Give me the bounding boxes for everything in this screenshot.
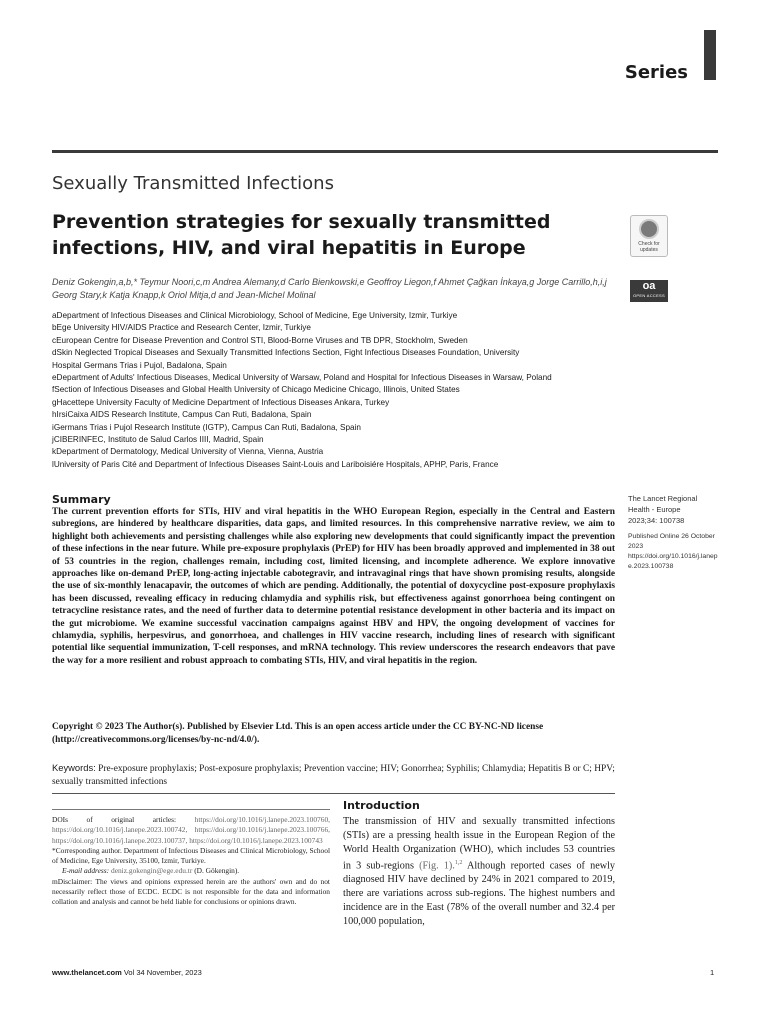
- keywords: [52, 762, 615, 788]
- affiliation-item: bEge University HIV/AIDS Practice and Research Center, Izmir, Turkiye: [52, 323, 311, 333]
- doi-footnote: [52, 815, 330, 846]
- affiliation-item: jCIBERINFEC, Instituto de Salud Carlos IIII, Madrid, Spain: [52, 435, 264, 445]
- check-updates-icon: [639, 219, 659, 239]
- footnotes: [52, 809, 330, 908]
- introduction-text: [343, 815, 615, 929]
- journal-line: 2023;34: 100738: [628, 516, 685, 525]
- series-marker-bar: [704, 30, 716, 80]
- figure-reference[interactable]: (Fig. 1).: [419, 860, 455, 872]
- header-rule: [52, 150, 718, 153]
- keywords-list: Pre-exposure prophylaxis; Post-exposure prophylaxis; Prevention vaccine; HIV; Gonorrhea; Syphilis; Chlamydia; Hepatitis B or C; HPV; sexually transmitted infections: [52, 764, 615, 787]
- check-updates-label: Check for updates: [638, 241, 660, 253]
- journal-line: Health - Europe: [628, 505, 681, 514]
- corresponding-author: *Corresponding author. Department of Infectious Diseases and Clinical Microbiology, School of Medicine, Ege University, 35100, Izmir, Turkiye.: [52, 845, 330, 866]
- summary-heading: Summary: [52, 493, 111, 506]
- published-date: Published Online 26 October 2023: [628, 533, 715, 550]
- footer-citation: [52, 968, 202, 977]
- journal-sidebar: [628, 493, 720, 572]
- affiliation-item: Hospital Germans Trias i Pujol, Badalona, Spain: [52, 360, 227, 370]
- dois-label: DOIs of original articles:: [52, 815, 177, 824]
- affiliation-item: fSection of Infectious Diseases and Global Health University of Chicago Medicine Chicago, Illinois, United States: [52, 385, 460, 395]
- affiliation-item: kDepartment of Dermatology, Medical University of Vienna, Vienna, Austria: [52, 447, 324, 457]
- footer-issue: Vol 34 November, 2023: [123, 968, 202, 977]
- email-link[interactable]: deniz.gokengin@ege.edu.tr: [111, 866, 193, 876]
- open-access-badge: [630, 280, 668, 302]
- oa-subtext: OPEN ACCESS: [633, 293, 665, 298]
- citation-reference[interactable]: 1,2: [454, 859, 463, 866]
- footer-site[interactable]: www.thelancet.com: [52, 968, 122, 977]
- section-heading: Sexually Transmitted Infections: [52, 173, 334, 194]
- journal-citation: [628, 493, 720, 526]
- copyright-statement: Copyright © 2023 The Author(s). Published by Elsevier Ltd. This is an open access article under the CC BY-NC-ND license (http://creativecommons.org/licenses/by-nc-nd/4.0/).: [52, 722, 544, 745]
- keywords-label: Keywords:: [52, 762, 96, 773]
- affiliation-item: eDepartment of Adults' Infectious Diseases, Medical University of Warsaw, Poland and Hospital for Infectious Diseases in Warsaw, Poland: [52, 373, 552, 383]
- disclaimer: mDisclaimer: The views and opinions expressed herein are the authors' own and do not necessarily reflect those of ECDC. ECDC is not responsible for the data and information collation and analysis and cannot be held liable for conclusions or opinions drawn.: [52, 876, 330, 907]
- summary-abstract: The current prevention efforts for STIs, HIV and viral hepatitis in the WHO European Region, especially in the Central and Eastern subregions, are hindered by healthcare disparities, data gaps, and limited resources. In this comprehensive narrative review, we aim to highlight both achievements and persisting challenges while also exploring new developments that could significantly impact the prevention of these infections in the near future. While pre-exposure prophylaxis (PrEP) for HIV has been broadly approved and implemented in 38 out of 53 countries in the region, challenges remain, including cost, limited licensing, and incomplete adherence. We explore innovative approaches like on-demand PrEP, long-acting injectable cabotegravir, and intravaginal rings that have shown promising results, alongside the use of six-monthly lenacapavir, the outcomes of which are pending. Additionally, the potential of doxycycline post-exposure prophylaxis has been discussed, revealing efficacy in reducing chlamydia and syphilis risk, but effectiveness against gonorrhoea being contingent on tetracycline resistance rates, and the need of further data to determine potential resistance development in other bacteria and its impact on the gut microbiome. We examine successful vaccination campaigns against HBV and HPV, the ongoing development of vaccines for chlamydia, syphilis, herpesvirus, and gonorrhoea, and challenges in HIV vaccine research, including lines of research with significant potential like sequential immunization, T-cell responses, and mRNA technology. This review underscores the research endeavors that pave the way for a more resilient and robust approach to combating STIs, HIV, and viral hepatitis in the region.: [52, 507, 615, 666]
- affiliation-item: hIrsiCaixa AIDS Research Institute, Campus Can Ruti, Badalona, Spain: [52, 410, 312, 420]
- email-label: E-mail address:: [62, 866, 110, 876]
- affiliation-item: iGermans Trias i Pujol Research Institute (IGTP), Campus Can Ruti, Badalona, Spain: [52, 422, 361, 432]
- doi-link[interactable]: https://doi.org/10.1016/j.lanepe.2023.100738: [628, 553, 718, 570]
- section-divider: [52, 793, 615, 794]
- article-title: Prevention strategies for sexually transmitted infections, HIV, and viral hepatitis in Europe: [52, 211, 551, 259]
- oa-logo-text: oa: [642, 280, 656, 292]
- introduction-heading: Introduction: [343, 799, 420, 812]
- email-line: [52, 866, 330, 876]
- affiliation-item: aDepartment of Infectious Diseases and Clinical Microbiology, School of Medicine, Ege University, Izmir, Turkiye: [52, 311, 458, 320]
- email-suffix: (D. Gökengin).: [194, 866, 240, 876]
- footnote-rule: [52, 809, 330, 810]
- affiliation-item: cEuropean Centre for Disease Prevention and Control STI, Blood-Borne Viruses and TB DPR, Stockholm, Sweden: [52, 335, 468, 345]
- author-list: Deniz Gokengin,a,b,* Teymur Noori,c,m Andrea Alemany,d Carlo Bienkowski,e Geoffroy Liegon,f Ahmet Çağkan İnkaya,g Jorge Carrillo,h,i,j Georg Stary,k Katja Knapp,k Oriol Mitja,d and Jean-Michel Molinal: [52, 277, 607, 300]
- affiliation-item: gHacettepe University Faculty of Medicine Department of Infectious Diseases Ankara, Turkey: [52, 397, 390, 407]
- journal-line: The Lancet Regional: [628, 494, 698, 503]
- page-number: 1: [710, 968, 715, 977]
- intro-text-part: The transmission of HIV and sexually transmitted infections (STIs) are a pressing health issue in the European Region of the World Health Organization (WHO), which includes 53 countries in 3 sub-regions: [343, 816, 615, 872]
- check-for-updates-badge[interactable]: [630, 215, 668, 257]
- affiliation-item: lUniversity of Paris Cité and Department of Infectious Diseases Saint-Louis and Lariboisiére Hospitals, APHP, Paris, France: [52, 459, 499, 469]
- intro-text-part: Although reported cases of newly diagnosed HIV have declined by 24% in 2021 compared to 2019, there are variations across sub-regions. The highest numbers and incidence are in the East (78% of the overall number and 32.4 per 100,000 population,: [343, 860, 616, 927]
- series-label: Series: [624, 62, 688, 83]
- affiliation-list: [52, 310, 622, 471]
- affiliation-item: dSkin Neglected Tropical Diseases and Sexually Transmitted Infections Section, Fight Infectious Diseases Foundation, University: [52, 348, 520, 358]
- dois-list[interactable]: https://doi.org/10.1016/j.lanepe.2023.100760, https://doi.org/10.1016/j.lanepe.2023.100742, https://doi.org/10.1016/j.lanepe.2023.100766, https://doi.org/10.1016/j.lanepe.2023.100737, https://doi.org/10.1016/j.lanepe.2023.100743: [52, 815, 330, 845]
